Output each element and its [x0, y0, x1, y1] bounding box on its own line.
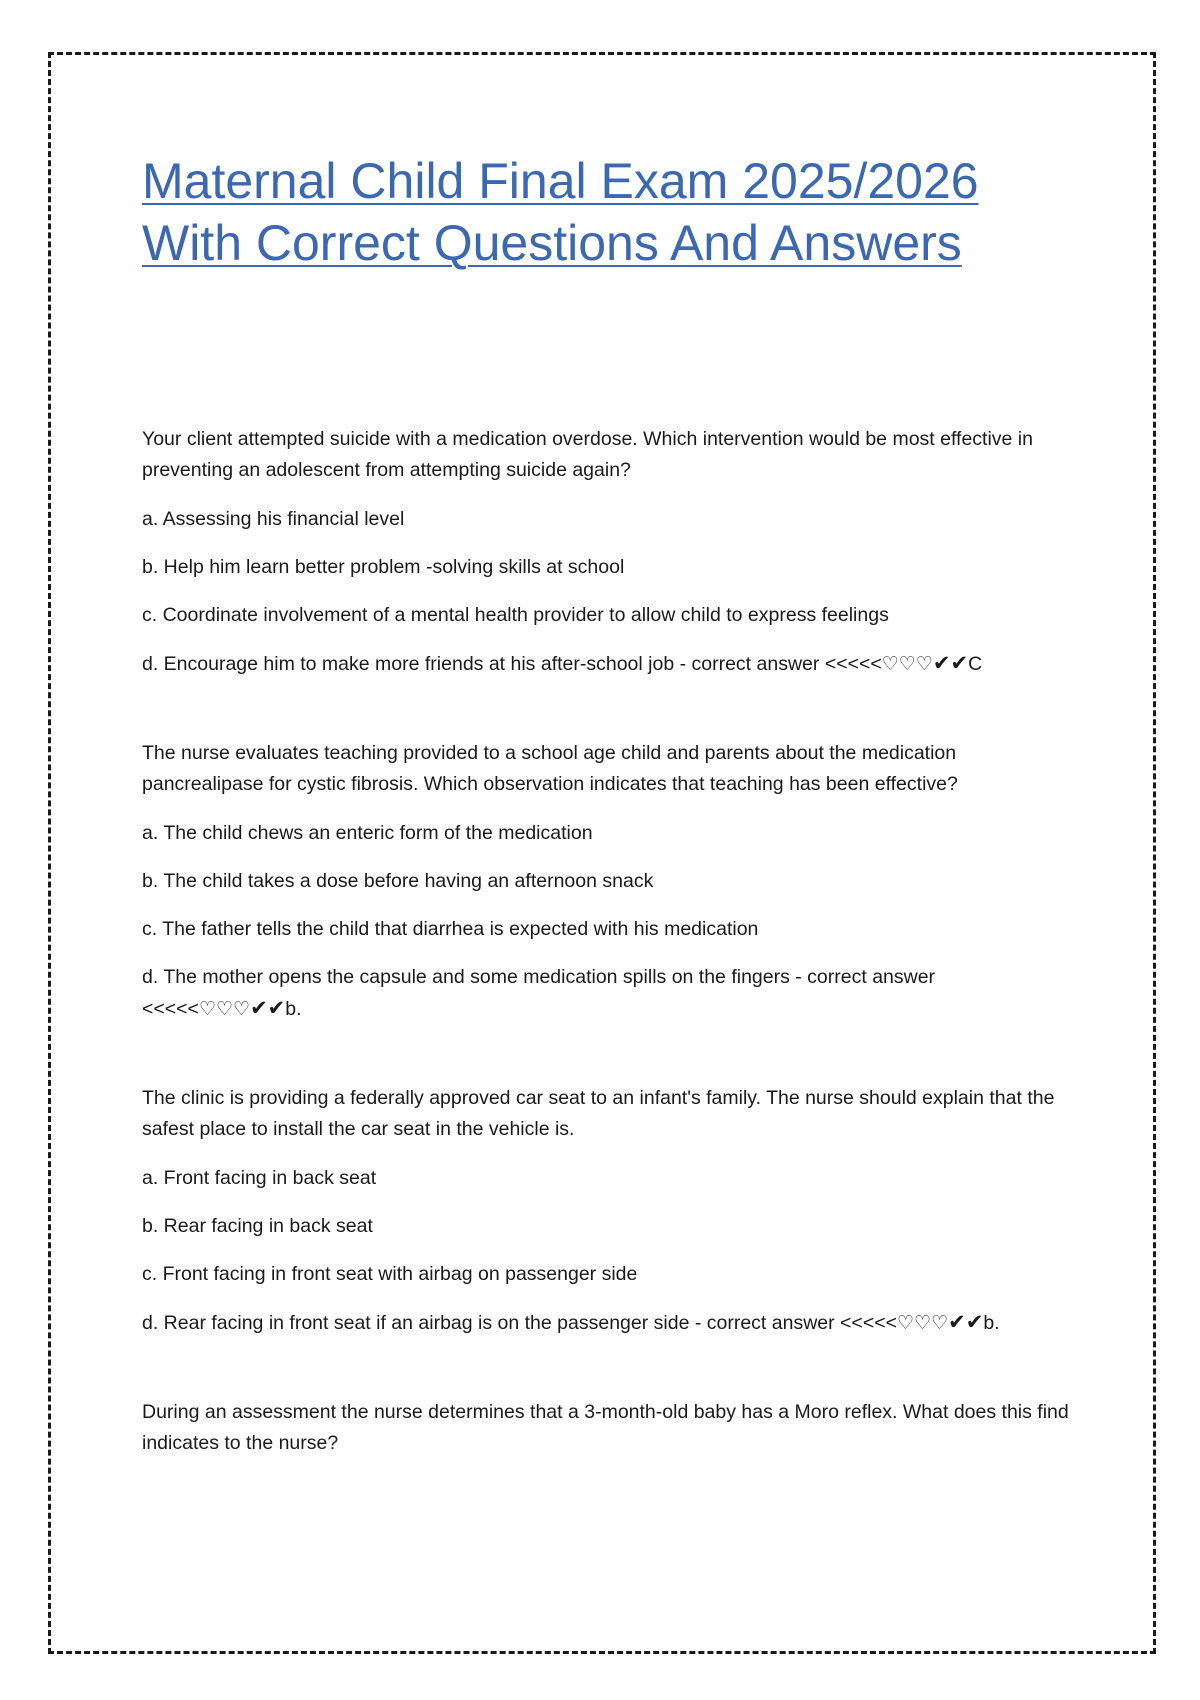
document-title: [142, 150, 1072, 274]
option-d-text: d. Rear facing in front seat if an airbag is on the passenger side - correct answer: [142, 1312, 835, 1334]
title-line-1: Maternal Child Final Exam 2025/2026: [142, 153, 979, 209]
check-icon: ✔✔: [948, 1310, 984, 1334]
answer-marker: [142, 998, 302, 1020]
correct-answer: b.: [983, 1312, 1000, 1334]
marker-prefix: <<<<<: [840, 1312, 897, 1334]
option-a: a. Front facing in back seat: [142, 1167, 377, 1189]
option-d-text: d. Encourage him to make more friends at his after-school job - correct answer: [142, 653, 820, 675]
option-d: [142, 962, 1072, 1025]
question-3: [142, 1083, 1072, 1339]
heart-icon: ♡♡♡: [198, 998, 251, 1020]
check-icon: ✔✔: [250, 996, 286, 1020]
option-a: a. The child chews an enteric form of the medication: [142, 822, 593, 844]
option-d: [142, 1307, 1072, 1339]
question-stem: Your client attempted suicide with a medication overdose. Which intervention would be most effective in preventing an adolescent from attempting suicide again?: [142, 428, 1033, 481]
option-c: c. Coordinate involvement of a mental health provider to allow child to express feelings: [142, 604, 889, 626]
option-b: b. Help him learn better problem -solving skills at school: [142, 556, 625, 578]
question-list: [142, 424, 1072, 1459]
option-c: c. The father tells the child that diarrhea is expected with his medication: [142, 918, 759, 940]
answer-marker: [840, 1312, 1000, 1334]
document-content: [142, 150, 1072, 1517]
marker-prefix: <<<<<: [142, 998, 199, 1020]
question-stem: During an assessment the nurse determines that a 3-month-old baby has a Moro reflex. What does this find indicates to the nurse?: [142, 1401, 1069, 1454]
option-c: c. Front facing in front seat with airbag on passenger side: [142, 1263, 638, 1285]
correct-answer: b.: [285, 998, 302, 1020]
title-line-2: With Correct Questions And Answers: [142, 215, 962, 271]
question-stem: The nurse evaluates teaching provided to a school age child and parents about the medication pancrealipase for cystic fibrosis. Which observation indicates that teaching has been effective?: [142, 742, 958, 795]
answer-marker: [825, 653, 982, 675]
option-d: [142, 648, 1072, 680]
option-d-text: d. The mother opens the capsule and some medication spills on the fingers - correct answer: [142, 966, 936, 988]
option-b: b. Rear facing in back seat: [142, 1215, 373, 1237]
option-b: b. The child takes a dose before having an afternoon snack: [142, 870, 654, 892]
check-icon: ✔✔: [932, 651, 969, 675]
question-2: [142, 738, 1072, 1025]
question-1: [142, 424, 1072, 680]
question-stem: The clinic is providing a federally approved car seat to an infant's family. The nurse should explain that the safest place to install the car seat in the vehicle is.: [142, 1087, 1055, 1140]
question-4: [142, 1397, 1072, 1459]
marker-prefix: <<<<<: [824, 653, 882, 675]
option-a: a. Assessing his financial level: [142, 508, 405, 530]
heart-icon: ♡♡♡: [881, 653, 933, 675]
heart-icon: ♡♡♡: [897, 1312, 949, 1334]
correct-answer: C: [968, 653, 983, 675]
